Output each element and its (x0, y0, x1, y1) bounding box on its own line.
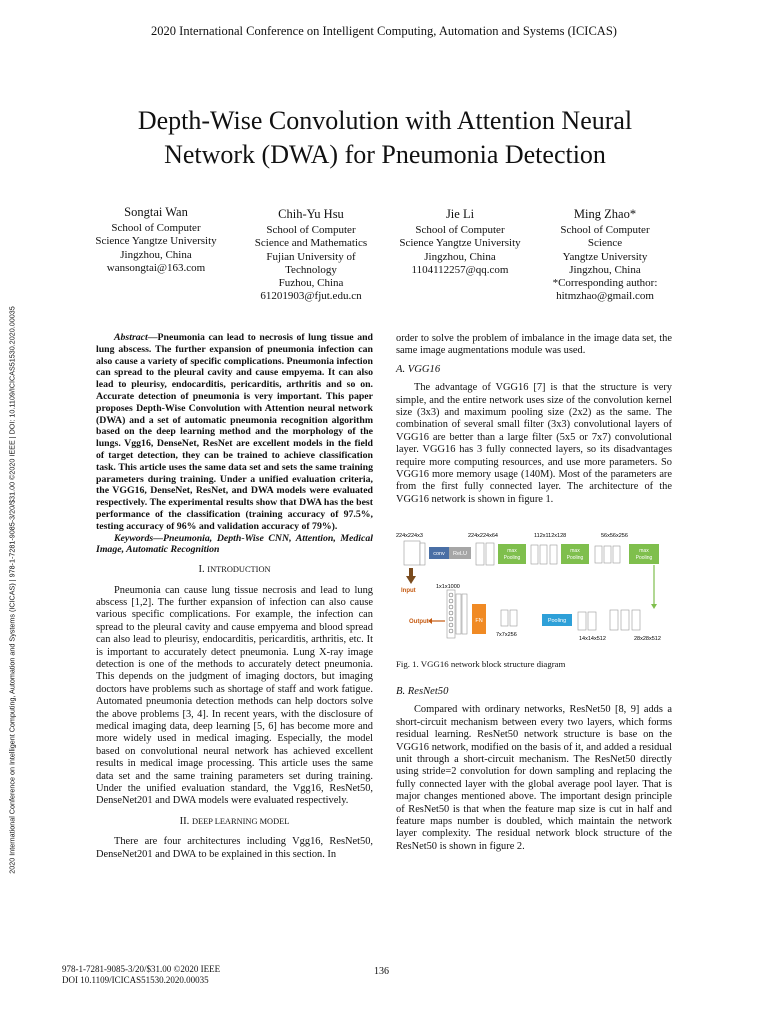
maxpool-label: max (570, 548, 580, 554)
maxpool-block (498, 544, 526, 564)
author-name: Songtai Wan (124, 205, 188, 219)
author-block (392, 208, 528, 277)
author-affiliation: Science Yangtze University (399, 237, 521, 250)
feature-map (550, 545, 557, 564)
feature-map (621, 610, 629, 630)
feature-map (476, 543, 484, 565)
resnet-paragraph: Compared with ordinary networks, ResNet50 [8, 9] adds a short-circuit mechanism between every two layers, which forms residual learning. ResNet50 network structure is base on the VGG16 network, modified on the basis of it, and added a residual unit through a short-circuit mechanism. The ResNet50 directly using stride=2 convolution for down sampling and replacing the fully connected layer with the global average pool layer. That is major changes mentioned above. The important design principle of ResNet50 is that when the feature map size is cut in half and feature maps number is doubled, which maintain the network layer complexity. The residual network block structure of the ResNet50 is shown in figure 2. (396, 704, 672, 852)
author-email: wansongtai@163.com (106, 261, 206, 274)
vgg-paragraph: The advantage of VGG16 [7] is that the structure is very simple, and the entire network uses size of the convolution kernel size (3x3) and maximum pooling size (2x2) as the same. The combination of several small filter (3x3) convolutional layers of VGG16 are better than a large filter (5x5 or 7x7) convolutional layer. VGG16 has 3 fully connected layers, so its disadvantages require more computing resources, and use more parameters. So VGG16 more memory usage (140M). Most of the parameters are from the first fully connected layer. The architecture of the VGG16 network is shown in figure 1. (396, 382, 672, 505)
author-location: Jingzhou, China (569, 263, 641, 276)
feature-map (613, 546, 620, 563)
author-affiliation: School of Computer (560, 224, 650, 237)
relu-label: ReLU (452, 551, 468, 557)
author-affiliation: Yangtze University (562, 250, 648, 263)
author-email: 61201903@fjut.edu.cn (260, 290, 362, 303)
author-affiliation: School of Computer (415, 224, 505, 237)
abstract-label: Abstract (114, 332, 148, 343)
side-citation-text: 2020 International Conference on Intelligent Computing, Automation and Systems (ICICAS) | 978-1-7281-9085-3/20/$31.00 ©2020 IEEE | DOI: 10.1109/ICICAS51530.2020.00035 (7, 306, 17, 874)
author-affiliation: Science and Mathematics (254, 237, 368, 250)
author-location: Fuzhou, China (278, 277, 344, 290)
paper-title (90, 104, 680, 172)
feature-map (595, 546, 602, 563)
maxpool-label: max (507, 548, 517, 554)
input-layer-box (404, 541, 420, 565)
section-title: DEEP LEARNING MODEL (191, 816, 290, 826)
footer-doi: DOI 10.1109/ICICAS51530.2020.00035 (62, 975, 209, 985)
fc-layer (456, 594, 461, 634)
continued-paragraph: order to solve the problem of imbalance in the image data set, the same image augmentations module was used. (396, 333, 672, 357)
author-affiliation: School of Computer (111, 222, 201, 235)
author-affiliation: Science (587, 237, 623, 250)
maxpool-label: max (639, 548, 649, 554)
side-citation (4, 200, 20, 980)
maxpool-block (561, 544, 589, 564)
intro-paragraph: Pneumonia can cause lung tissue necrosis and lead to lung abscess [1,2]. The further expansion of infection can also cause various specific complications. For example, the infection can spread to the pleural cavity and cause empyema and blood spread can also lead to pleurisy, endocarditis, pericarditis, arthritis, etc. It is important to accurately detect pneumonia. Lung X-ray image detection is one of the methods to accurately detect pneumonia. This depends on the judgment of imaging doctors, but imaging doctors have problems such as shortage of staff and work fatigue. Automated pneumonia detection methods can help doctors solve the above problems [3, 4]. In recent years, with the disclosure of medical imaging data, deep learning [5, 6] has become more and more widely used in medical imaging. Especially, the model based on convolutional neural network has achieved excellent results in medical image processing. This article uses the same data set and the same training parameters set during training. Under the unified evaluation standard, the Vgg16, ResNet50, DenseNet201 and DWA models were evaluated respectively. (96, 584, 373, 807)
input-arrow (406, 568, 416, 584)
dim-label: 224x224x64 (468, 533, 498, 539)
section-heading (96, 564, 373, 576)
maxpool-label: Pooling (503, 555, 521, 561)
conv-label: conv (433, 551, 445, 557)
pooling-label: Pooling (547, 618, 567, 624)
section-paragraph: There are four architectures including Vgg16, ResNet50, DenseNet201 and DWA to be explained in this section. In (96, 836, 373, 860)
subsection-heading: B. ResNet50 (396, 686, 449, 697)
conference-header: 2020 International Conference on Intelligent Computing, Automation and Systems (ICICAS) (151, 24, 617, 38)
author-email: 1104112257@qq.com (411, 263, 509, 276)
author-block (540, 208, 670, 303)
maxpool-label: Pooling (566, 555, 584, 561)
author-location: Jingzhou, China (120, 248, 192, 261)
maxpool-block (629, 544, 659, 564)
author-affiliation: Technology (285, 263, 337, 276)
input-label: Input (401, 588, 416, 594)
title-line-2: Network (DWA) for Pneumonia Detection (164, 140, 606, 169)
abstract-text: —Pneumonia can lead to necrosis of lung tissue and lung abscess. The further expansion of pneumonia infection can also cause a variety of specific complications. Pneumonia infection can spread to the pleural cavity and cause empyema. It can also lead to pleurisy, endocarditis, pericarditis, arthritis and so on. Accurate detection of pneumonia is very important. This paper proposes Depth-Wise Convolution with Attention neural network (DWA) and a set of automatic pneumonia recognition algorithm based on the deep learning method and the morphology of the lungs. Vgg16, DenseNet, ResNet are excellent models in the field of target detection, they can be trained to achieve classification task. This article uses the same data set and sets the same training parameters during training. Under a unified evaluation criteria, the VGG16, DenseNet, ResNet, and DWA models were evaluated respectively. The experimental results show that DWA has the best performance of the classification (training accuracy of 97.5%, testing accuracy of 96% and validation accuracy of 79%). (96, 332, 373, 532)
vgg16-diagram (396, 532, 672, 644)
author-name: Ming Zhao* (573, 207, 637, 221)
dim-label: 14x14x512 (579, 636, 606, 642)
author-affiliation: School of Computer (266, 224, 356, 237)
author-email: hitmzhao@gmail.com (556, 290, 654, 303)
footer-copyright (62, 964, 220, 986)
dim-label: 112x112x128 (534, 533, 567, 539)
section-title: INTRODUCTION (207, 565, 271, 575)
feature-map (604, 546, 611, 563)
feature-map (510, 610, 517, 626)
author-name: Jie Li (445, 207, 475, 221)
section-heading (96, 816, 373, 828)
fc-dim-label: 1x1x1000 (436, 584, 460, 590)
feature-map (540, 545, 547, 564)
fc-layer (462, 594, 467, 634)
feature-map (632, 610, 640, 630)
feature-map (578, 612, 586, 630)
right-column-top (396, 333, 672, 506)
title-line-1: Depth-Wise Convolution with Attention Neural (137, 106, 633, 135)
author-affiliation: Fujian University of (266, 250, 356, 263)
flow-arrowhead (651, 604, 657, 609)
right-column-bottom (396, 680, 672, 853)
dim-label: 224x224x3 (396, 533, 423, 539)
maxpool-label: Pooling (635, 555, 653, 561)
dim-label: 28x28x512 (634, 636, 661, 642)
keywords: Keywords—Pneumonia, Depth-Wise CNN, Attention, Medical Image, Automatic Recognition (96, 532, 373, 556)
author-block (92, 206, 220, 275)
section-number: II. (179, 815, 190, 827)
abstract (96, 332, 373, 533)
author-note: *Corresponding author: (552, 277, 658, 290)
subsection-heading: A. VGG16 (396, 363, 441, 375)
dim-label: 7x7x256 (496, 632, 517, 638)
author-location: Jingzhou, China (424, 250, 496, 263)
fn-label: FN (475, 618, 483, 624)
feature-map (531, 545, 538, 564)
input-layer-side (420, 543, 425, 565)
figure-caption: Fig. 1. VGG16 network block structure diagram (396, 659, 566, 669)
author-name: Chih-Yu Hsu (278, 207, 344, 221)
feature-map (486, 543, 494, 565)
feature-map (501, 610, 508, 626)
output-label: Output (409, 619, 429, 625)
dim-label: 56x56x256 (601, 533, 628, 539)
author-block (240, 208, 382, 303)
page-number: 136 (374, 966, 389, 977)
feature-map (610, 610, 618, 630)
section-number: I. (198, 564, 205, 576)
author-affiliation: Science Yangtze University (95, 235, 217, 248)
footer-isbn: 978-1-7281-9085-3/20/$31.00 ©2020 IEEE (62, 964, 221, 974)
feature-map (588, 612, 596, 630)
left-column (96, 332, 373, 861)
